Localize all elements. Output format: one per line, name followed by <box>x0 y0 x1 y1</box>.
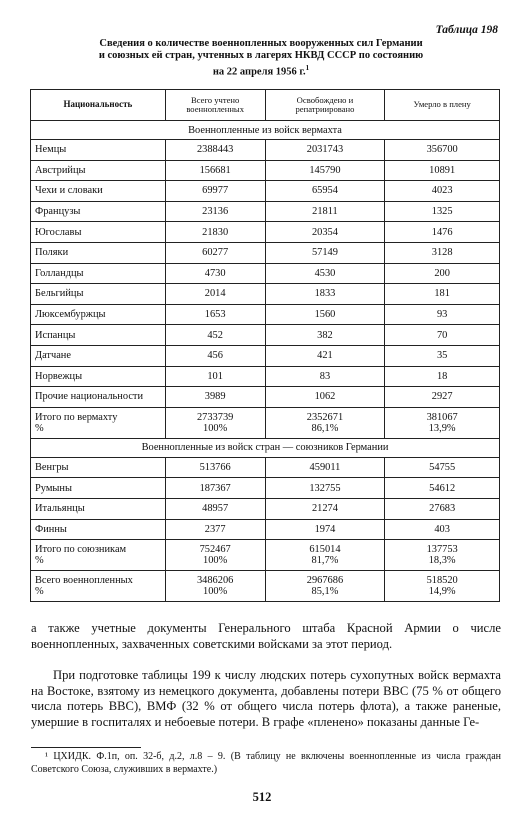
total-label-cell <box>31 407 166 438</box>
died-cell: 54755 <box>385 457 500 478</box>
nationality-cell: Бельгийцы <box>31 284 166 305</box>
total-cell: 60277 <box>165 242 265 263</box>
table-header-row <box>31 90 500 121</box>
nationality-cell: Финны <box>31 519 166 540</box>
total-cell: 21830 <box>165 222 265 243</box>
table-row <box>31 304 500 325</box>
total-cell <box>165 407 265 438</box>
table-row <box>31 498 500 519</box>
table-row <box>31 366 500 387</box>
nationality-cell: Австрийцы <box>31 160 166 181</box>
died-cell-percent: 18,3% <box>428 555 456 567</box>
caption-line-3: на 22 апреля 1956 г. <box>212 66 306 78</box>
released-cell: 132755 <box>265 478 385 499</box>
total-cell: 452 <box>165 325 265 346</box>
nationality-cell: Венгры <box>31 457 166 478</box>
total-cell-value: 3486206 <box>196 575 234 587</box>
total-label-cell-value: Итого по вермахту <box>35 411 118 423</box>
total-cell <box>165 571 265 602</box>
total-cell-value: 2733739 <box>196 411 234 423</box>
total-label-cell-percent: % <box>35 586 44 598</box>
section-allies-title: Военнопленные из войск стран — союзников Германии <box>31 438 500 457</box>
total-cell: 23136 <box>165 201 265 222</box>
table-row <box>31 201 500 222</box>
released-cell <box>265 540 385 571</box>
header-nationality: Национальность <box>31 90 166 121</box>
died-cell: 356700 <box>385 140 500 161</box>
released-cell: 145790 <box>265 160 385 181</box>
released-cell: 382 <box>265 325 385 346</box>
died-cell-percent: 14,9% <box>428 586 456 598</box>
header-died: Умерло в плену <box>385 90 500 121</box>
nationality-cell: Румыны <box>31 478 166 499</box>
total-cell: 2014 <box>165 284 265 305</box>
grand-total-row <box>31 571 500 602</box>
pow-table <box>30 89 500 602</box>
died-cell: 35 <box>385 345 500 366</box>
released-cell: 459011 <box>265 457 385 478</box>
total-cell: 156681 <box>165 160 265 181</box>
nationality-cell: Югославы <box>31 222 166 243</box>
paragraph-2: При подготовке таблицы 199 к числу людских потерь сухопутных войск вермахта на Востоке, взятому из немецкого документа, добавлены потери ВВС (75 % от общего числа потерь ВВС), ВМФ (32 % от общего числа потерь флота), а также раненые, умершие в госпиталях и небоевые потери. В графе «пленено» показаны данные Ге- <box>31 668 501 729</box>
total-label-cell-percent: % <box>35 422 44 434</box>
table-row <box>31 242 500 263</box>
total-cell: 101 <box>165 366 265 387</box>
total-cell: 48957 <box>165 498 265 519</box>
total-cell: 3989 <box>165 387 265 408</box>
died-cell: 1325 <box>385 201 500 222</box>
died-cell: 10891 <box>385 160 500 181</box>
section-wehrmacht <box>31 121 500 140</box>
total-cell-percent: 100% <box>203 422 228 434</box>
died-cell-value: 381067 <box>426 411 458 423</box>
died-cell-value: 518520 <box>426 575 458 587</box>
released-cell: 20354 <box>265 222 385 243</box>
released-cell-value: 2967686 <box>306 575 344 587</box>
died-cell <box>385 571 500 602</box>
allies-total-row <box>31 540 500 571</box>
total-cell: 2388443 <box>165 140 265 161</box>
table-row <box>31 478 500 499</box>
died-cell: 2927 <box>385 387 500 408</box>
nationality-cell: Норвежцы <box>31 366 166 387</box>
table-row <box>31 181 500 202</box>
total-cell-percent: 100% <box>203 586 228 598</box>
released-cell: 1560 <box>265 304 385 325</box>
total-label-cell <box>31 571 166 602</box>
released-cell: 1062 <box>265 387 385 408</box>
nationality-cell: Итальянцы <box>31 498 166 519</box>
total-cell: 69977 <box>165 181 265 202</box>
released-cell-percent: 85,1% <box>311 586 339 598</box>
died-cell: 93 <box>385 304 500 325</box>
released-cell: 4530 <box>265 263 385 284</box>
released-cell: 21274 <box>265 498 385 519</box>
nationality-cell: Поляки <box>31 242 166 263</box>
nationality-cell: Прочие национальности <box>31 387 166 408</box>
total-cell: 4730 <box>165 263 265 284</box>
released-cell-percent: 81,7% <box>311 555 339 567</box>
released-cell: 2031743 <box>265 140 385 161</box>
caption-line-2: и союзных ей стран, учтенных в лагерях НКВД СССР по состоянию <box>98 50 424 61</box>
header-total: Всего учтено военнопленных <box>165 90 265 121</box>
nationality-cell: Испанцы <box>31 325 166 346</box>
table-row <box>31 519 500 540</box>
total-label-cell-value: Всего военнопленных <box>35 575 133 587</box>
died-cell <box>385 407 500 438</box>
table-caption <box>36 38 486 79</box>
released-cell: 65954 <box>265 181 385 202</box>
total-cell: 513766 <box>165 457 265 478</box>
table-row <box>31 222 500 243</box>
table-row <box>31 160 500 181</box>
total-label-cell <box>31 540 166 571</box>
nationality-cell: Голландцы <box>31 263 166 284</box>
nationality-cell: Чехи и словаки <box>31 181 166 202</box>
released-cell-value: 615014 <box>309 544 341 556</box>
released-cell: 83 <box>265 366 385 387</box>
table-row <box>31 140 500 161</box>
section-wehrmacht-title: Военнопленные из войск вермахта <box>31 121 500 140</box>
footnote: ¹ ЦХИДК. Ф.1п, оп. 32-б, д.2, л.8 – 9. (В таблицу не включены военнопленные из числа граждан Советского Союза, служивших в вермахте.) <box>31 751 501 775</box>
total-label-cell-value: Итого по союзникам <box>35 544 127 556</box>
died-cell: 403 <box>385 519 500 540</box>
table-row <box>31 345 500 366</box>
died-cell: 70 <box>385 325 500 346</box>
released-cell: 57149 <box>265 242 385 263</box>
caption-line-3-wrap <box>36 62 486 79</box>
died-cell: 4023 <box>385 181 500 202</box>
table-row <box>31 387 500 408</box>
header-released: Освобождено и репатриировано <box>265 90 385 121</box>
released-cell-value: 2352671 <box>306 411 344 423</box>
died-cell <box>385 540 500 571</box>
total-cell: 1653 <box>165 304 265 325</box>
table-row <box>31 325 500 346</box>
nationality-cell: Немцы <box>31 140 166 161</box>
total-cell: 456 <box>165 345 265 366</box>
released-cell <box>265 571 385 602</box>
died-cell: 27683 <box>385 498 500 519</box>
died-cell-value: 137753 <box>426 544 458 556</box>
died-cell: 1476 <box>385 222 500 243</box>
died-cell: 3128 <box>385 242 500 263</box>
nationality-cell: Французы <box>31 201 166 222</box>
caption-line-1: Сведения о количестве военнопленных вооруженных сил Германии <box>99 38 423 49</box>
total-cell <box>165 540 265 571</box>
caption-footnote-mark: 1 <box>305 64 310 72</box>
wehrmacht-total-row <box>31 407 500 438</box>
paragraph-1: а также учетные документы Генерального штаба Красной Армии о числе военнопленных, захваченных советскими войсками за этот период. <box>31 621 501 651</box>
table-number: Таблица 198 <box>435 24 498 36</box>
total-cell: 2377 <box>165 519 265 540</box>
nationality-cell: Датчане <box>31 345 166 366</box>
released-cell <box>265 407 385 438</box>
released-cell: 1974 <box>265 519 385 540</box>
nationality-cell: Люксембуржцы <box>31 304 166 325</box>
released-cell: 421 <box>265 345 385 366</box>
total-cell: 187367 <box>165 478 265 499</box>
released-cell: 21811 <box>265 201 385 222</box>
died-cell: 18 <box>385 366 500 387</box>
table-row <box>31 263 500 284</box>
died-cell: 54612 <box>385 478 500 499</box>
footnote-rule <box>31 747 141 748</box>
total-cell-value: 752467 <box>199 544 231 556</box>
page-number: 512 <box>252 790 272 804</box>
total-label-cell-percent: % <box>35 555 44 567</box>
table-row <box>31 284 500 305</box>
released-cell: 1833 <box>265 284 385 305</box>
died-cell: 181 <box>385 284 500 305</box>
total-cell-percent: 100% <box>203 555 228 567</box>
section-allies <box>31 438 500 457</box>
died-cell: 200 <box>385 263 500 284</box>
table-row <box>31 457 500 478</box>
died-cell-percent: 13,9% <box>428 422 456 434</box>
released-cell-percent: 86,1% <box>311 422 339 434</box>
